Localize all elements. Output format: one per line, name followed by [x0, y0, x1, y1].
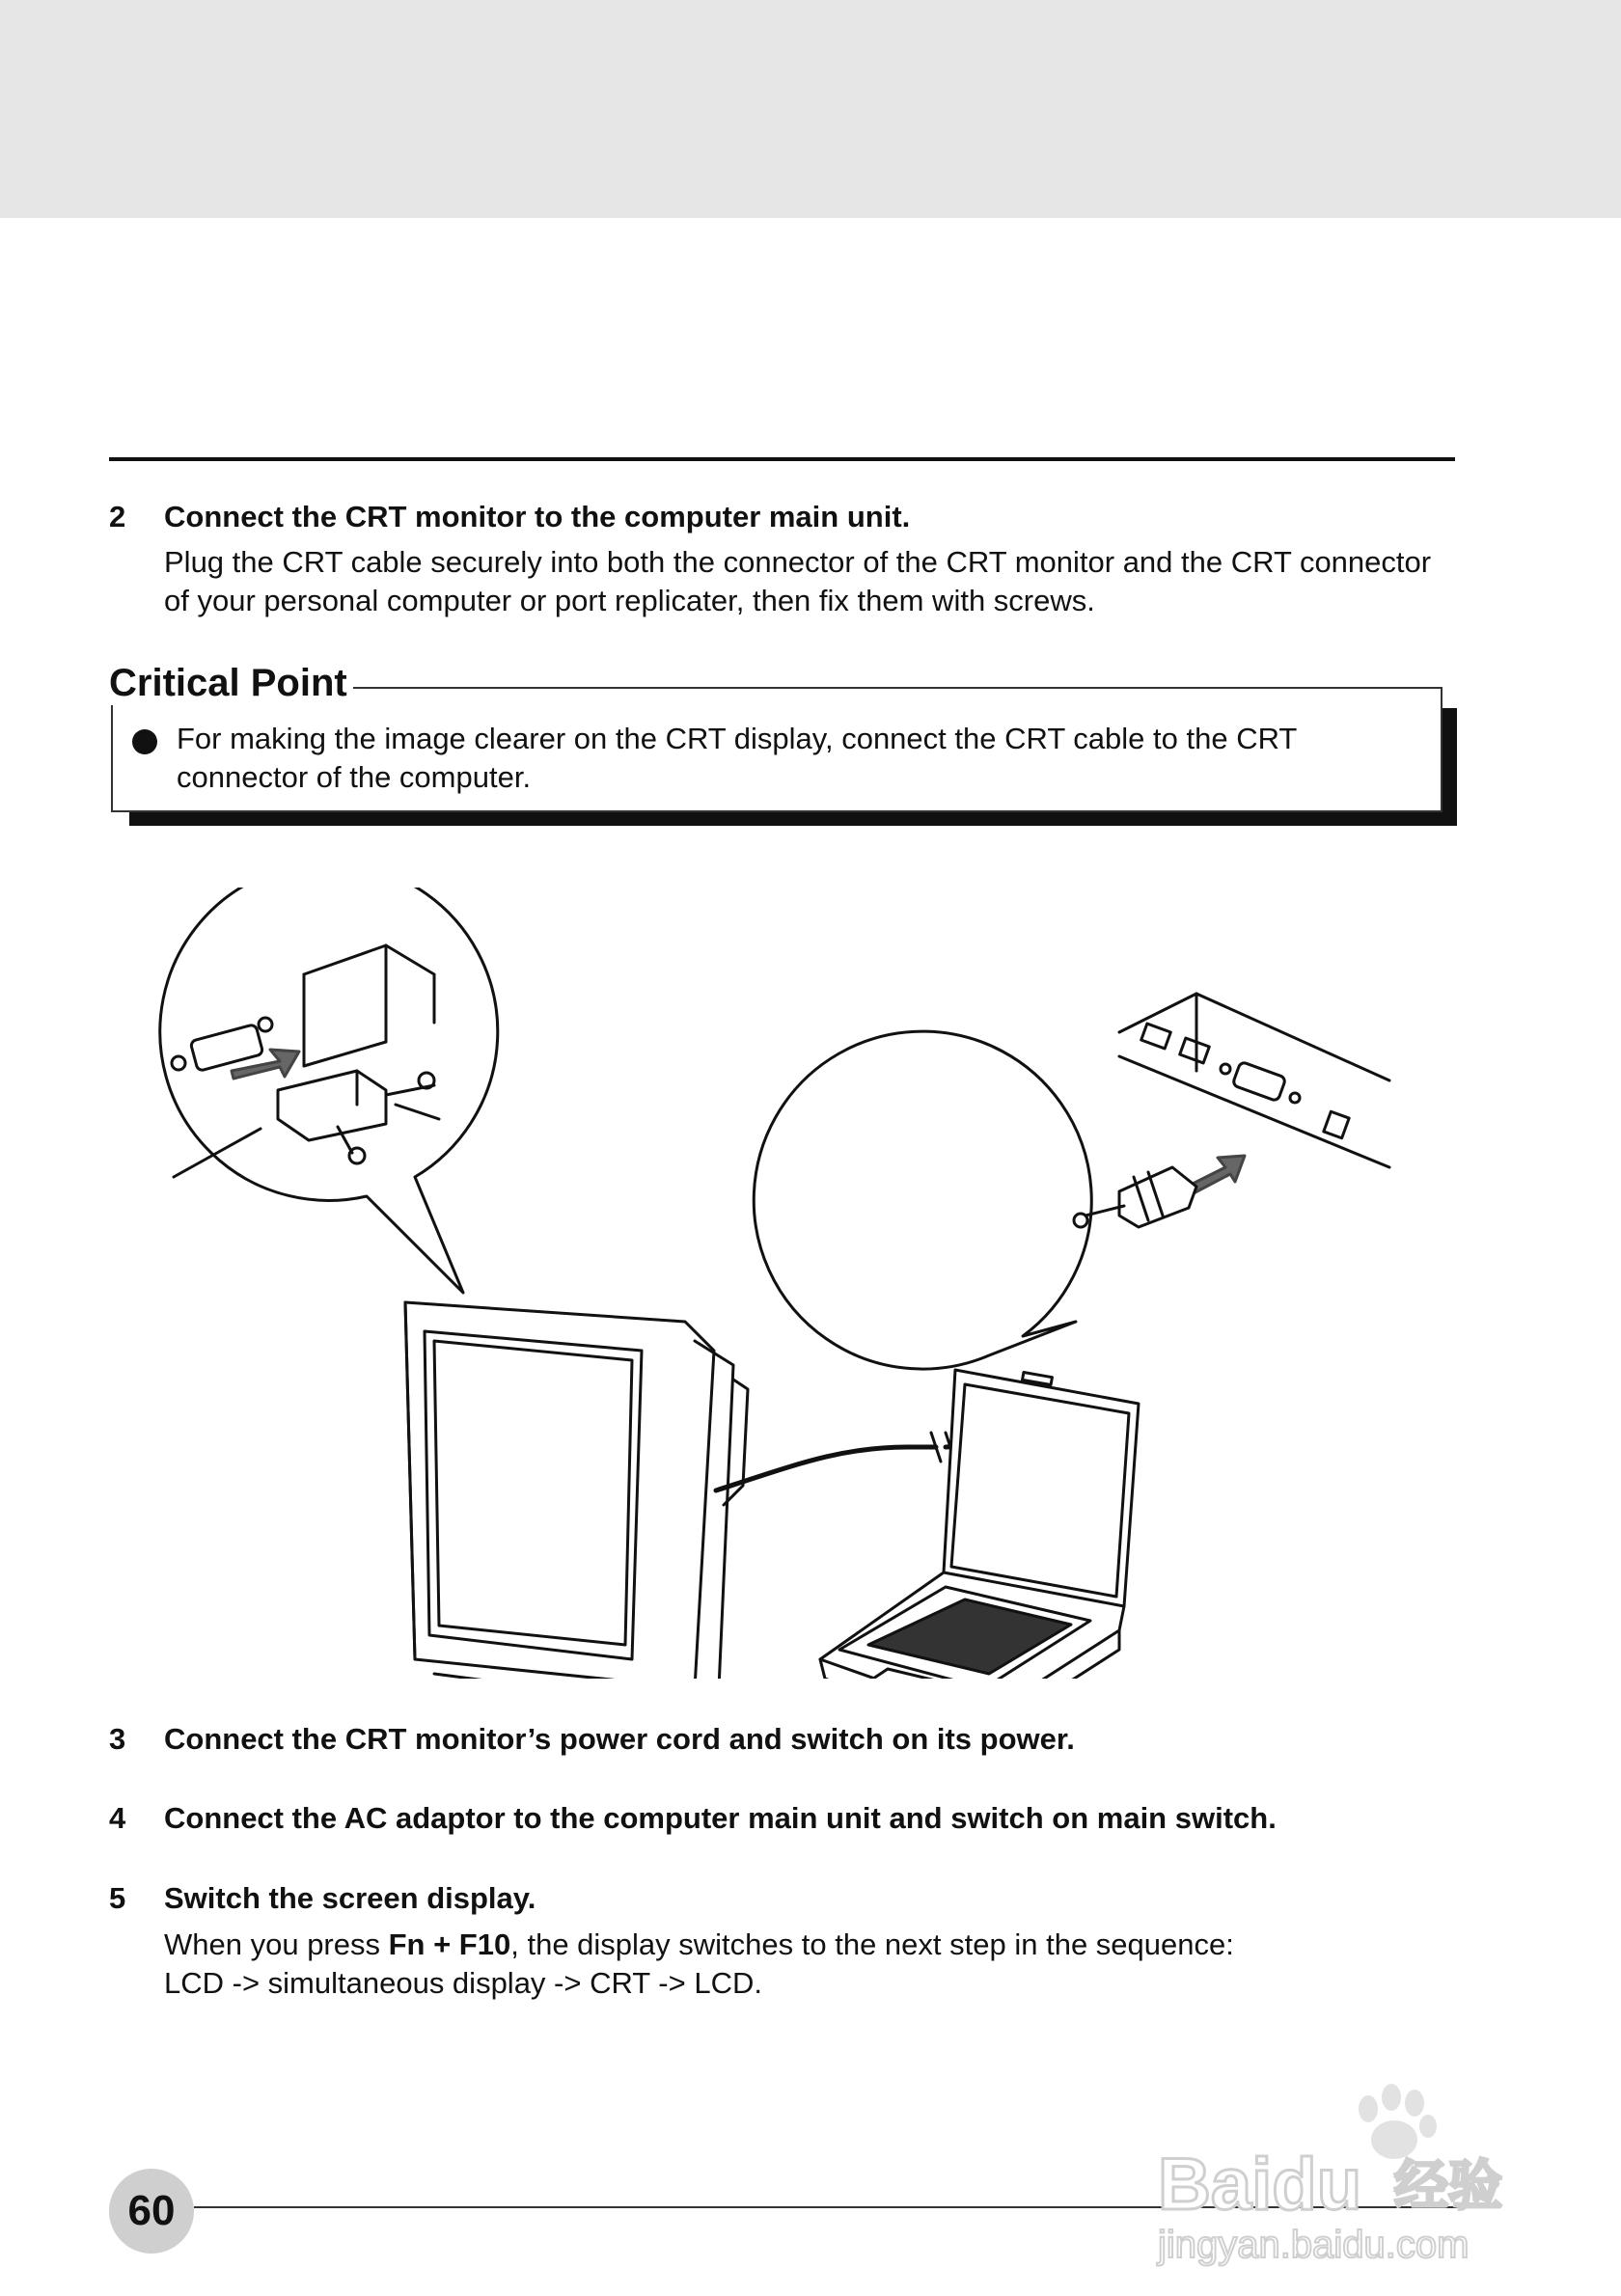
baidu-watermark: [1148, 2064, 1553, 2267]
watermark-url: jingyan.baidu.com: [1158, 2224, 1470, 2266]
watermark-brand: Baidu: [1158, 2144, 1362, 2226]
step-4-number: 4: [109, 1801, 126, 1835]
right-callout-bubble: [754, 1031, 1091, 1369]
critical-point-title: Critical Point: [109, 662, 353, 705]
key-combination: Fn + F10: [388, 1927, 511, 1961]
crt-cable: [716, 1447, 936, 1490]
step-2-body-line1: Plug the CRT cable securely into both the connector of the CRT monitor and the CRT connector: [164, 545, 1432, 579]
step-2-number: 2: [109, 500, 126, 533]
section-rule: [109, 457, 1455, 461]
notebook-computer-icon: [820, 1370, 1139, 1679]
step-5-heading: Switch the screen display.: [164, 1881, 536, 1915]
step-5-body-line1: When you press Fn + F10, the display switches to the next step in the sequence:: [164, 1927, 1234, 1961]
critical-point-box: [111, 687, 1442, 812]
step-2-heading: Connect the CRT monitor to the computer main unit.: [164, 500, 911, 533]
critical-point-text: For making the image clearer on the CRT display, connect the CRT cable to the CRT connector of the computer.: [177, 722, 1297, 794]
step-2-body-line2: of your personal computer or port replicater, then fix them with screws.: [164, 584, 1095, 617]
step-4-heading: Connect the AC adaptor to the computer main unit and switch on main switch.: [164, 1801, 1277, 1835]
header-band: [0, 0, 1621, 218]
step-5-number: 5: [109, 1881, 126, 1915]
step-3-number: 3: [109, 1722, 126, 1756]
page-number: 60: [109, 2169, 194, 2254]
step-3-heading: Connect the CRT monitor’s power cord and switch on its power.: [164, 1722, 1075, 1756]
notebook-port-detail-icon: [1074, 994, 1389, 1227]
connection-illustration: [116, 888, 1428, 1679]
step-5-body-line2: LCD -> simultaneous display -> CRT -> LCD.: [164, 1966, 762, 2000]
crt-monitor-icon: [405, 1302, 748, 1679]
watermark-cn: 经验: [1394, 2155, 1502, 2218]
bullet-icon: [132, 729, 157, 754]
